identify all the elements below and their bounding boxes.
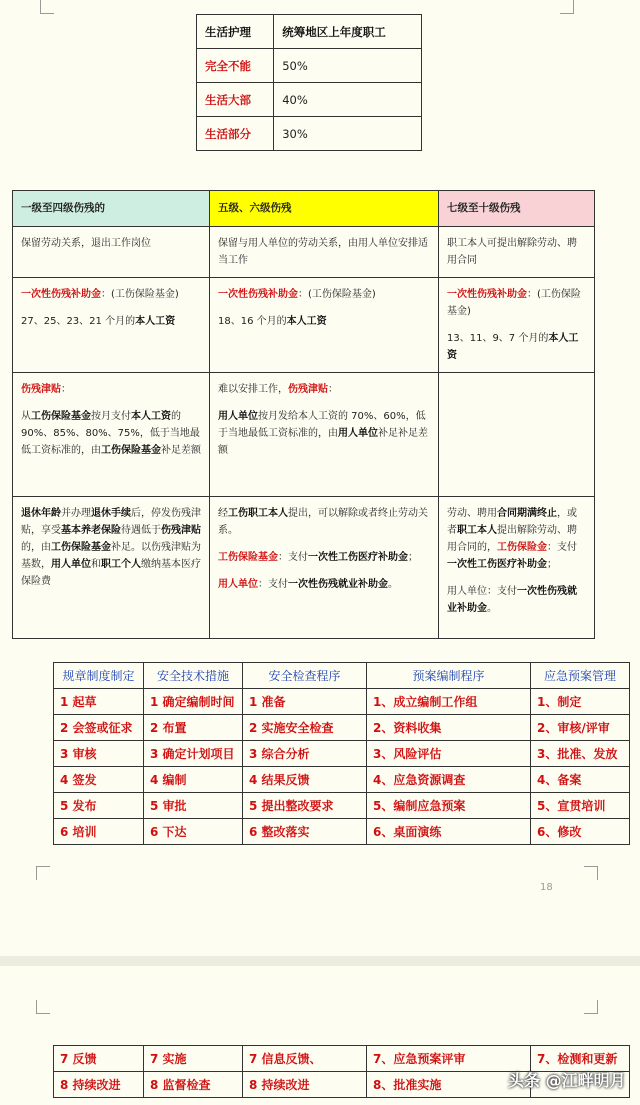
text: 的90%、85%、80%、75%，低于当地最低工资标准的，由 [21,411,200,456]
table-cell: 7 信息反馈、 [243,1046,367,1072]
table-row [13,227,595,278]
watermark: 头条 @江畔明月 [508,1071,626,1090]
table-cell: 5、编制应急预案 [367,793,531,819]
text: ：支付 [258,579,288,590]
table-cell: 5 发布 [54,793,144,819]
table-cell: 5 审批 [144,793,243,819]
text: 。 [487,603,497,614]
table-cell: 2、资料收集 [367,715,531,741]
colon: ： [328,384,338,395]
procedures-table [53,662,630,845]
cell-termination [210,497,439,639]
text: 和 [91,559,101,570]
fund-source: ：(工伤保险基金) [101,289,179,300]
table-cell: 2 实施安全检查 [243,715,367,741]
text: 的，由 [21,542,51,553]
table-cell: 6 整改落实 [243,819,367,845]
text: 补足差额 [161,445,201,456]
table-cell: 1 准备 [243,689,367,715]
table-cell: 3、批准、发放 [531,741,630,767]
text: 补足补足差额 [218,428,428,456]
crop-mark-bottom-right [584,866,598,880]
table-cell: 5、宣贯培训 [531,793,630,819]
cell-allowance [210,373,439,497]
text: 工伤保险基金 [218,552,278,563]
text: 一次性工伤医疗补助金 [447,559,547,570]
text: ：支付 [278,552,308,563]
table-cell: 3 综合分析 [243,741,367,767]
text: ； [547,559,557,570]
table-cell: 6 下达 [144,819,243,845]
table-cell: 5 提出整改要求 [243,793,367,819]
text: 难以安排工作， [218,384,288,395]
table-cell: 7、应急预案评审 [367,1046,531,1072]
header-cell: 预案编制程序 [367,663,531,689]
table-cell: 1 起草 [54,689,144,715]
header-cell: 规章制度制定 [54,663,144,689]
table-cell: 8 持续改进 [54,1072,144,1098]
care-level-label: 完全不能 [197,49,274,83]
text: 按月发给本人工资的 70%、60%，低于当地最低工资标准的，由 [218,411,426,439]
text: 工伤保险金 [497,542,547,553]
text: 工伤保险基金 [51,542,111,553]
text: 后，停发伤残津贴，享受 [21,508,201,536]
table-row [197,49,422,83]
text: 。 [388,579,398,590]
table-row [54,793,630,819]
cell-lump-sum [13,278,210,373]
text: 用人单位 [338,428,378,439]
cell-empty [439,373,595,497]
header-grade-7-10: 七级至十级伤残 [439,191,595,227]
header-cell: 应急预案管理 [531,663,630,689]
table-cell: 6、桌面演练 [367,819,531,845]
fund-source: ：(工伤保险基金) [298,289,376,300]
salary-text: 本人工资 [135,316,176,327]
cell-allowance [13,373,210,497]
care-percentage: 50% [274,49,422,83]
text: 职工本人 [457,525,497,536]
header-cell: 安全技术措施 [144,663,243,689]
months-text: 27、25、23、21 个月的 [21,316,136,327]
text: 退休年龄 [21,508,61,519]
text: 退休手续 [91,508,131,519]
lump-sum-label: 一次性伤残补助金 [21,289,101,300]
table-cell: 4 签发 [54,767,144,793]
lump-sum-label: 一次性伤残补助金 [218,289,298,300]
table-row [13,373,595,497]
table-cell: 1、制定 [531,689,630,715]
text: 劳动、聘用 [447,508,497,519]
table-row [54,767,630,793]
salary-text: 本人工资 [286,316,327,327]
table-cell: 7、检测和更新 [531,1046,630,1072]
nursing-care-table [196,14,422,151]
text: 职工个人 [101,559,141,570]
table-cell: 4 编制 [144,767,243,793]
cell-retirement [13,497,210,639]
table-row [13,497,595,639]
table-cell: 7 实施 [144,1046,243,1072]
table-cell: 4、应急资源调查 [367,767,531,793]
cell-lump-sum [210,278,439,373]
text: 本人工资 [131,411,171,422]
table-cell: 3 确定计划项目 [144,741,243,767]
care-percentage: 40% [274,83,422,117]
crop-mark-top-right [560,0,574,14]
text: 一次性工伤医疗补助金 [308,552,408,563]
header-cell: 安全检查程序 [243,663,367,689]
colon: ： [61,384,71,395]
table-cell: 8 监督检查 [144,1072,243,1098]
salary-text: 本人工资 [447,333,579,361]
crop-mark-top-left [40,0,54,14]
disability-benefits-table [12,190,595,639]
crop-mark-page2-left [36,1000,50,1014]
table-row [197,117,422,151]
table-header-row [54,663,630,689]
months-text: 18、16 个月的 [218,316,287,327]
crop-mark-page2-right [584,1000,598,1014]
text: 用人单位 [218,579,258,590]
table-header-row [13,191,595,227]
text: 工伤职工本人 [228,508,288,519]
table-row [54,819,630,845]
text: ：支付 [547,542,577,553]
cell-lump-sum [439,278,595,373]
table-row [54,715,630,741]
table-cell: 8、批准实施 [367,1072,531,1098]
text: 工伤保险基金 [101,445,161,456]
text: 用人单位 [218,411,258,422]
allowance-label: 伤残津贴 [21,384,61,395]
page-separator [0,956,640,966]
care-level-label: 生活部分 [197,117,274,151]
text: 伤残津贴 [161,525,201,536]
table-row [54,741,630,767]
table-cell: 4 结果反馈 [243,767,367,793]
text: 基本养老保险 [61,525,121,536]
care-level-label: 生活大部 [197,83,274,117]
crop-mark-bottom-left [36,866,50,880]
table-cell: 2 会签或征求 [54,715,144,741]
text: 一次性伤残就业补助金 [447,586,577,614]
header-cell: 生活护理 [197,15,274,49]
cell-termination [439,497,595,639]
text: ； [408,552,418,563]
table-cell: 2 布置 [144,715,243,741]
table-cell: 6、修改 [531,819,630,845]
table-row [54,689,630,715]
text: 待遇低于 [121,525,161,536]
text: 缴纳基本医疗保险费 [21,559,201,587]
allowance-label: 伤残津贴 [288,384,328,395]
table-row [197,83,422,117]
table-cell: 8 持续改进 [243,1072,367,1098]
header-grade-5-6: 五级、六级伤残 [210,191,439,227]
cell-text: 保留与用人单位的劳动关系，由用人单位安排适当工作 [210,227,439,278]
text: 补足。以伤残津贴为基数， [21,542,201,570]
table-cell: 1、成立编制工作组 [367,689,531,715]
text: 并办理 [61,508,91,519]
page-number: 18 [540,882,553,893]
text: 一次性伤残就业补助金 [288,579,388,590]
text: 用人单位 [51,559,91,570]
text: 合同期满终止 [497,508,557,519]
text: ：支付 [487,586,517,597]
text: 提出，可以解除或者终止劳动关系。 [218,508,428,536]
table-cell: 2、审核/评审 [531,715,630,741]
table-cell: 1 确定编制时间 [144,689,243,715]
table-row [13,278,595,373]
table-cell: 7 反馈 [54,1046,144,1072]
fund-source: ：(工伤保险基金) [447,289,581,317]
text: 提出解除劳动、聘用合同的， [447,525,577,553]
table-cell: 3 审核 [54,741,144,767]
care-percentage: 30% [274,117,422,151]
text: 工伤保险基金 [31,411,91,422]
lump-sum-label: 一次性伤残补助金 [447,289,527,300]
table-cell: 3、风险评估 [367,741,531,767]
header-cell: 统筹地区上年度职工 [274,15,422,49]
text: 用人单位 [447,586,487,597]
text: 从 [21,411,31,422]
table-cell: 4、备案 [531,767,630,793]
table-cell: 6 培训 [54,819,144,845]
table-header-row [197,15,422,49]
header-grade-1-4: 一级至四级伤残的 [13,191,210,227]
months-text: 13、11、9、7 个月的 [447,333,549,344]
text: ，或者 [447,508,577,536]
text: 按月支付 [91,411,131,422]
text: 经 [218,508,228,519]
cell-text: 保留劳动关系，退出工作岗位 [13,227,210,278]
cell-text: 职工本人可提出解除劳动、聘用合同 [439,227,595,278]
